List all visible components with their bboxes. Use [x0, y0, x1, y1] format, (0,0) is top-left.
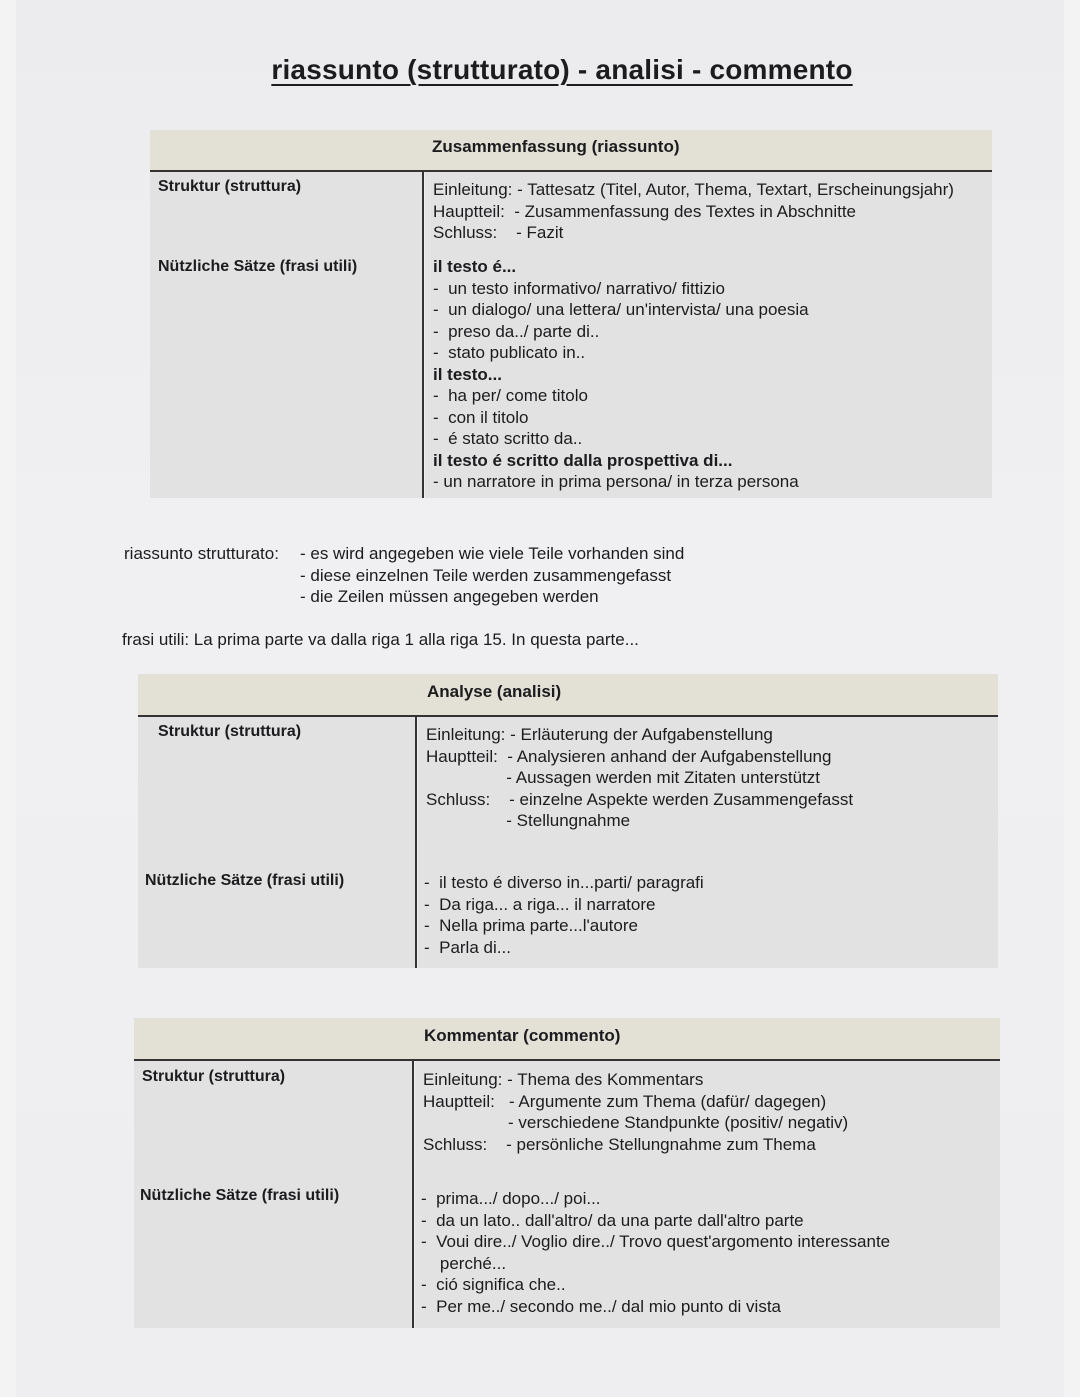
strutturato-lines — [300, 543, 684, 608]
table-header — [134, 1018, 1000, 1061]
text-line: Einleitung: - Erläuterung der Aufgabenstellung — [426, 725, 773, 744]
text-line: - un testo informativo/ narrativo/ fittizio — [433, 278, 725, 298]
struktur-lines — [426, 724, 853, 832]
text-line: - prima.../ dopo.../ poi... — [421, 1189, 601, 1208]
text-line: Hauptteil: - Argumente zum Thema (dafür/ dagegen) — [423, 1091, 827, 1111]
text-line: - preso da../ parte di.. — [433, 321, 600, 341]
column-divider — [412, 1061, 414, 1328]
text-line: - da un lato.. dall'altro/ da una parte dall'altro parte — [421, 1210, 804, 1230]
saetze-label: Nützliche Sätze (frasi utili) — [145, 872, 345, 889]
text-line: - con il titolo — [433, 407, 529, 427]
text-line: - Stellungnahme — [426, 811, 631, 830]
saetze-lines — [421, 1188, 890, 1317]
struktur-label: Struktur (struttura) — [142, 1068, 286, 1085]
text-line: Schluss: - einzelne Aspekte werden Zusammengefasst — [426, 789, 854, 809]
table-header-label: Kommentar (commento) — [424, 1026, 621, 1045]
text-line: - Da riga... a riga... il narratore — [424, 894, 656, 914]
text-line: il testo é scritto dalla prospettiva di... — [433, 450, 733, 470]
text-line: - é stato scritto da.. — [433, 429, 583, 448]
text-line: - Per me../ secondo me../ dal mio punto di vista — [421, 1296, 781, 1316]
text-line: - es wird angegeben wie viele Teile vorhanden sind — [300, 544, 685, 563]
text-line: il testo... — [433, 364, 502, 384]
text-line: - diese einzelnen Teile werden zusammengefasst — [300, 565, 672, 585]
text-line: - verschiedene Standpunkte (positiv/ negativ) — [423, 1113, 849, 1132]
saetze-lines — [433, 256, 809, 493]
text-line: - ció significa che.. — [421, 1275, 566, 1294]
table-analyse — [138, 674, 998, 968]
table-zusammenfassung — [150, 130, 992, 498]
text-line: - die Zeilen müssen angegeben werden — [300, 587, 599, 606]
text-line: - Aussagen werden mit Zitaten unterstützt — [426, 768, 821, 787]
text-line: - ha per/ come titolo — [433, 386, 588, 405]
table-kommentar — [134, 1018, 1000, 1328]
text-line: - il testo é diverso in...parti/ paragrafi — [424, 873, 704, 892]
struktur-lines — [423, 1069, 848, 1155]
text-line: Schluss: - Fazit — [433, 223, 564, 242]
text-line: il testo é... — [433, 257, 517, 276]
text-line: Hauptteil: - Analysieren anhand der Aufgabenstellung — [426, 746, 832, 766]
text-line: Einleitung: - Tattesatz (Titel, Autor, Thema, Textart, Erscheinungsjahr) — [433, 180, 954, 199]
label-column — [150, 172, 422, 498]
saetze-lines — [424, 872, 704, 958]
text-line: - Voui dire../ Voglio dire../ Trovo quest'argomento interessante — [421, 1232, 891, 1251]
label-column — [138, 717, 415, 968]
text-line: Einleitung: - Thema des Kommentars — [423, 1070, 704, 1089]
text-line: - stato publicato in.. — [433, 343, 586, 362]
table-header — [150, 130, 992, 172]
saetze-label: Nützliche Sätze (frasi utili) — [158, 258, 358, 275]
table-header-label: Zusammenfassung (riassunto) — [432, 137, 680, 156]
struktur-lines — [433, 179, 954, 244]
frasi-utili-line: frasi utili: La prima parte va dalla riga 1 alla riga 15. In questa parte... — [122, 630, 639, 649]
page-title: riassunto (strutturato) - analisi - commento — [271, 54, 853, 85]
column-divider — [415, 717, 417, 968]
struktur-label: Struktur (struttura) — [158, 723, 302, 740]
text-line: Hauptteil: - Zusammenfassung des Textes in Abschnitte — [433, 201, 857, 221]
saetze-label: Nützliche Sätze (frasi utili) — [140, 1187, 340, 1204]
text-line: perché... — [421, 1253, 507, 1273]
table-header-label: Analyse (analisi) — [427, 682, 562, 701]
column-divider — [422, 172, 424, 498]
text-line: - Nella prima parte...l'autore — [424, 916, 638, 935]
text-line: Schluss: - persönliche Stellungnahme zum Thema — [423, 1134, 816, 1154]
text-line: - un narratore in prima persona/ in terza persona — [433, 472, 799, 491]
strutturato-label: riassunto strutturato: — [124, 544, 279, 563]
struktur-label: Struktur (struttura) — [158, 178, 302, 195]
text-line: - un dialogo/ una lettera/ un'intervista/ una poesia — [433, 300, 809, 319]
text-line: - Parla di... — [424, 937, 511, 957]
table-header — [138, 674, 998, 717]
